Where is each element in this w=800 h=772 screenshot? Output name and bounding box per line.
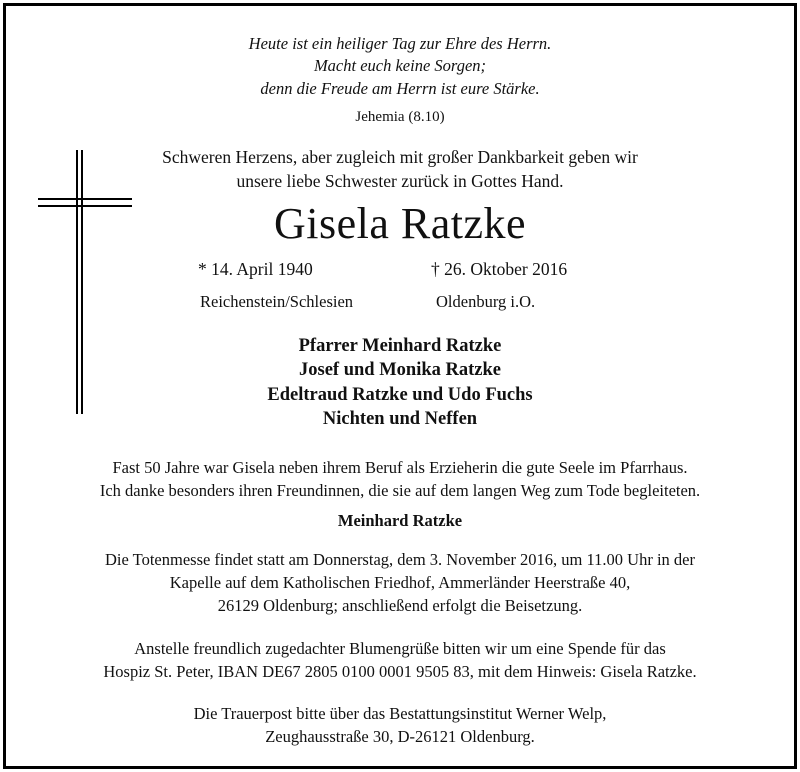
verse-line-1: Heute ist ein heiliger Tag zur Ehre des Herrn. (248, 34, 552, 53)
deceased-name: Gisela Ratzke (273, 199, 527, 248)
mourner-1: Pfarrer Meinhard Ratzke (298, 336, 502, 356)
mail-line-1: Die Trauerpost bitte über das Bestattungsinstitut Werner Welp, (193, 704, 607, 723)
obituary-notice (3, 3, 797, 769)
mass-line-3: 26129 Oldenburg; anschließend erfolgt die Beisetzung. (217, 596, 583, 615)
mass-line-1: Die Totenmesse findet statt am Donnerstag, dem 3. November 2016, um 11.00 Uhr in der (105, 550, 695, 569)
donation-line-2: Hospiz St. Peter, IBAN DE67 2805 0100 0001 9505 83, mit dem Hinweis: Gisela Ratzke. (103, 662, 697, 681)
verse-line-3: denn die Freude am Herrn ist eure Stärke. (260, 79, 540, 98)
donation-line-1: Anstelle freundlich zugedachter Blumengrüße bitten wir um eine Spende für das (134, 639, 666, 658)
birth-date: * 14. April 1940 (198, 259, 313, 279)
mail-line-2: Zeughausstraße 30, D-26121 Oldenburg. (265, 727, 535, 746)
verse-source: Jehemia (8.10) (355, 109, 445, 125)
death-date: † 26. Oktober 2016 (431, 259, 568, 279)
mourner-2: Josef und Monika Ratzke (299, 360, 501, 380)
mass-line-2: Kapelle auf dem Katholischen Friedhof, Ammerländer Heerstraße 40, (169, 573, 631, 592)
intro-line-2: unsere liebe Schwester zurück in Gottes Hand. (236, 171, 564, 191)
tribute-signature: Meinhard Ratzke (337, 511, 463, 530)
mourner-4: Nichten und Neffen (322, 409, 478, 429)
death-place: Oldenburg i.O. (436, 292, 536, 311)
tribute-line-2: Ich danke besonders ihren Freundinnen, die sie auf dem langen Weg zum Tode begleiteten. (99, 481, 701, 500)
tribute-line-1: Fast 50 Jahre war Gisela neben ihrem Beruf als Erzieherin die gute Seele im Pfarrhaus. (112, 458, 688, 477)
verse-line-2: Macht euch keine Sorgen; (313, 56, 487, 75)
mourner-3: Edeltraud Ratzke und Udo Fuchs (267, 385, 533, 405)
birth-place: Reichenstein/Schlesien (200, 292, 354, 311)
intro-line-1: Schweren Herzens, aber zugleich mit großer Dankbarkeit geben wir (162, 147, 638, 167)
